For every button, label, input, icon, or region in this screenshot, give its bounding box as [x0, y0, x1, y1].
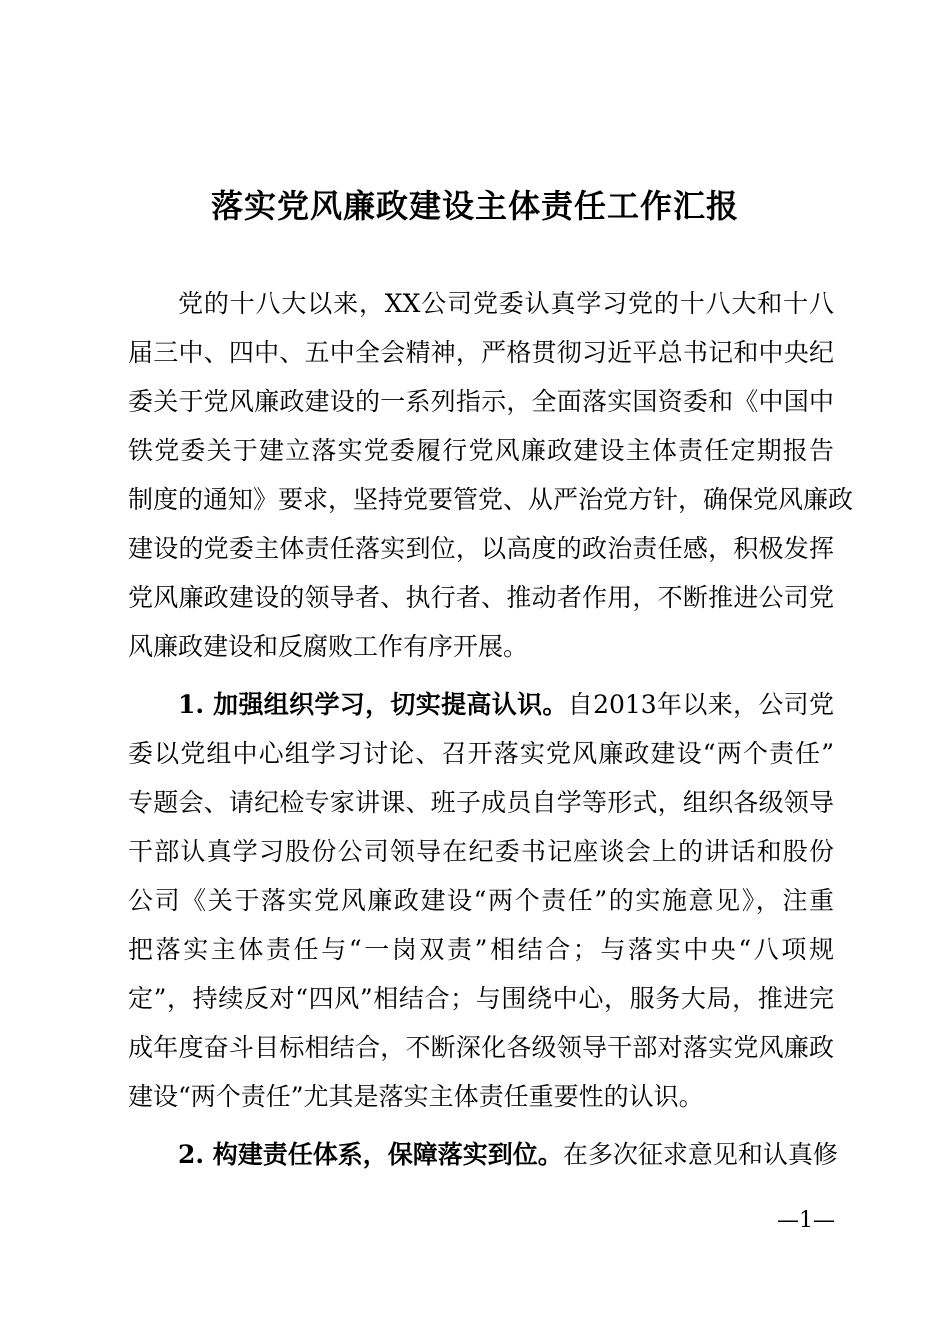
text-line: 成年度奋斗目标相结合，不断深化各级领导干部对落实党风廉政 [128, 1033, 834, 1062]
text-line: 铁党委关于建立落实党委履行党风廉政建设主体责任定期报告 [128, 436, 834, 465]
text-line: 把落实主体责任与“一岗双责”相结合；与落实中央“八项规 [128, 935, 834, 964]
section-heading: 1. 加强组织学习，切实提高认识。 [178, 690, 568, 719]
paragraph-spacing [128, 1121, 834, 1130]
section-first-line [128, 1130, 838, 1179]
document-body [128, 279, 854, 1179]
text-line: 委以党组中心组学习讨论、召开落实党风廉政建设“两个责任” [128, 739, 834, 768]
text-line: 专题会、请纪检专家讲课、班子成员自学等形式，组织各级领导 [128, 788, 834, 817]
document-title: 落实党风廉政建设主体责任工作汇报 [210, 187, 739, 225]
paragraph-section-1 [128, 680, 834, 1121]
text-line: 制度的通知》要求，坚持党要管党、从严治党方针，确保党风廉政 [128, 485, 854, 514]
text-line: 定”，持续反对“四风”相结合；与围绕中心，服务大局，推进完 [128, 984, 834, 1013]
text-line: 干部认真学习股份公司领导在纪委书记座谈会上的讲话和股份 [128, 837, 834, 866]
section-heading: 2. 构建责任体系，保障落实到位。 [178, 1140, 563, 1169]
text-line: 党的十八大以来，XX公司党委认真学习党的十八大和十八 [178, 289, 834, 318]
paragraph-intro [128, 279, 854, 671]
text-line: 风廉政建设和反腐败工作有序开展。 [128, 632, 529, 661]
text-line: 届三中、四中、五中全会精神，严格贯彻习近平总书记和中央纪 [128, 338, 834, 367]
paragraph-spacing [128, 671, 834, 680]
section-text: 在多次征求意见和认真修 [562, 1140, 838, 1169]
page-number: —1— [777, 1208, 835, 1233]
section-first-line [128, 680, 834, 729]
text-line: 党风廉政建设的领导者、执行者、推动者作用，不断推进公司党 [128, 583, 834, 612]
text-line: 公司《关于落实党风廉政建设“两个责任”的实施意见》，注重 [128, 886, 834, 915]
section-text: 自2013年以来，公司党 [567, 690, 835, 719]
paragraph-section-2 [128, 1130, 838, 1179]
text-line: 委关于党风廉政建设的一系列指示，全面落实国资委和《中国中 [128, 387, 834, 416]
text-line: 建设的党委主体责任落实到位，以高度的政治责任感，积极发挥 [128, 534, 834, 563]
text-line: 建设“两个责任”尤其是落实主体责任重要性的认识。 [128, 1082, 704, 1111]
